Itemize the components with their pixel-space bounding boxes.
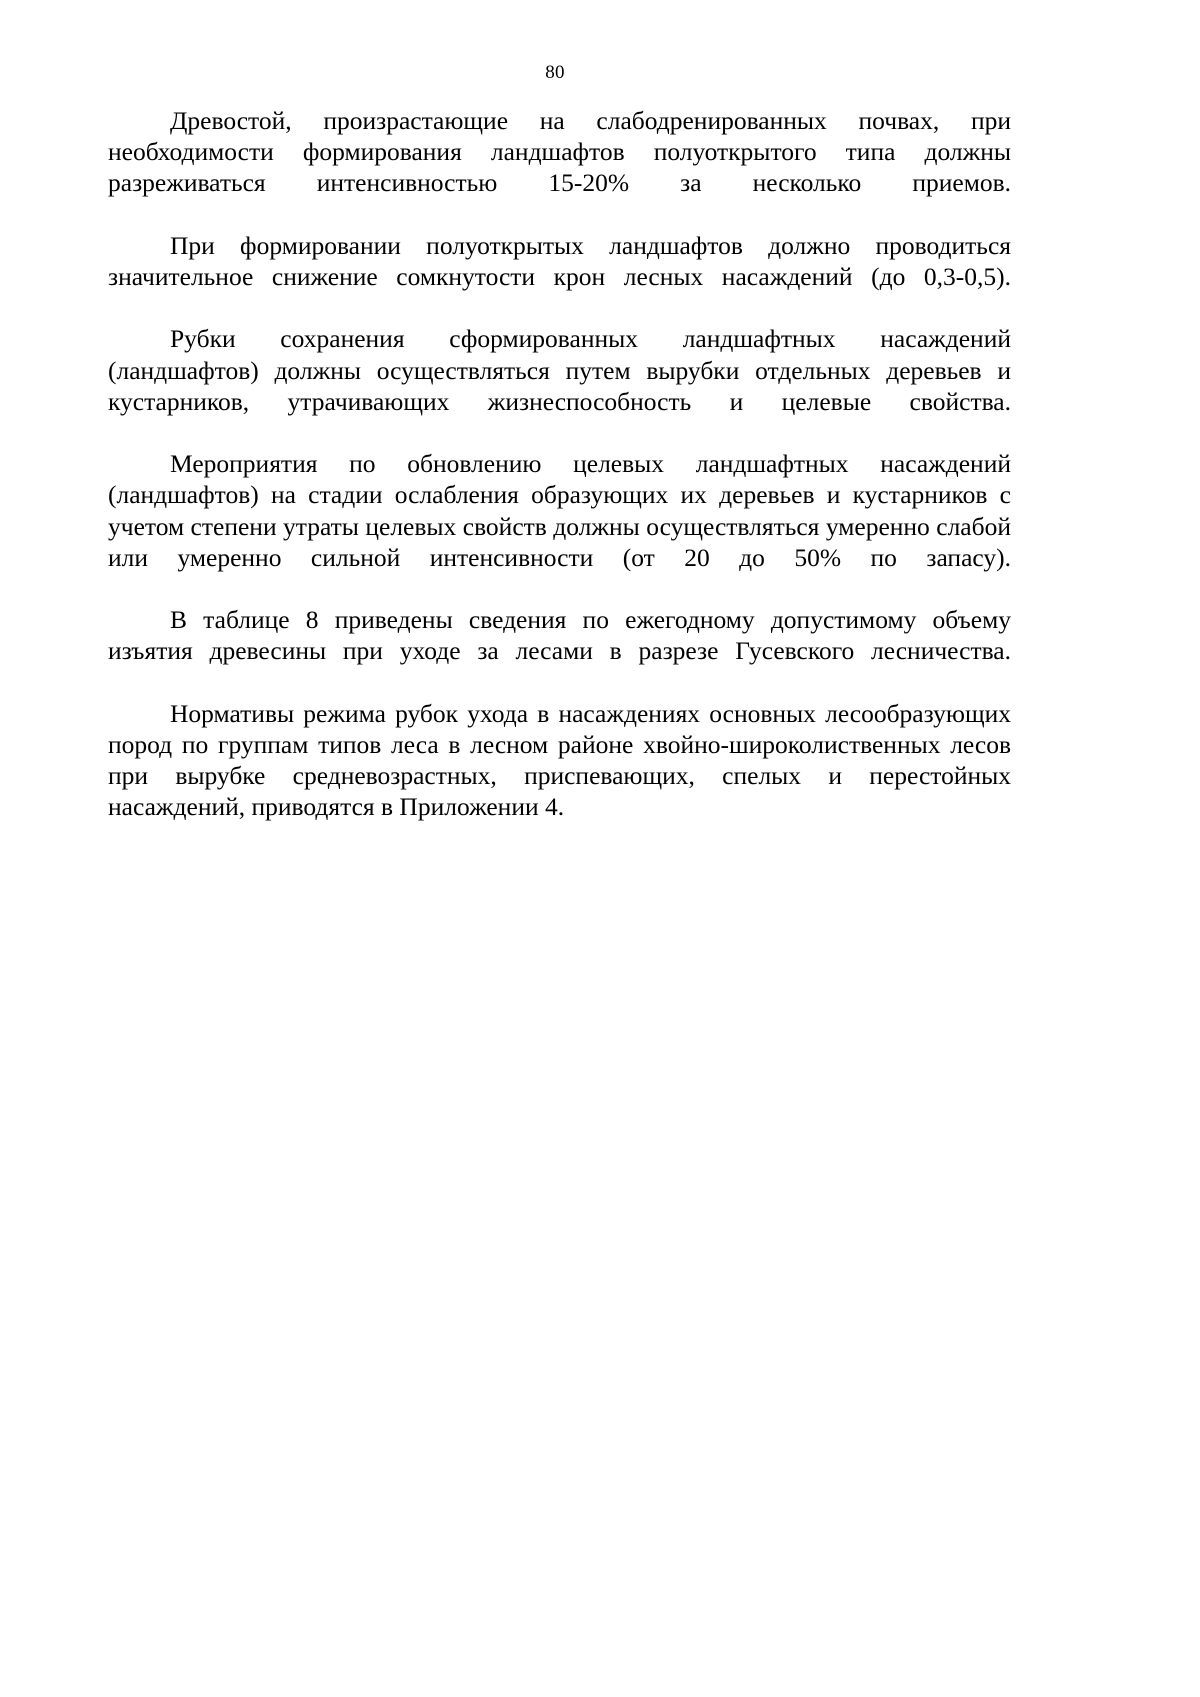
- paragraph-3: Рубки сохранения сформированных ландшафтных насаждений (ландшафтов) должны осуществляться путем вырубки отдельных деревьев и кустарников, утрачивающих жизнеспособность и целевые свойства.: [108, 324, 1011, 416]
- paragraph-2: При формировании полуоткрытых ландшафтов должно проводиться значительное снижение сомкнутости крон лесных насаждений (до 0,3-0,5).: [108, 230, 1011, 292]
- paragraph-6: Нормативы режима рубок ухода в насаждениях основных лесообразующих пород по группам типов леса в лесном районе хвойно-широколиственных лесов при вырубке средневозрастных, приспевающих, спелых и перестойных насаждений, приводятся в Приложении 4.: [108, 698, 1011, 822]
- body-text-block: [108, 105, 1011, 823]
- paragraph-1: Древостой, произрастающие на слабодренированных почвах, при необходимости формирования ландшафтов полуоткрытого типа должны разреживаться интенсивностью 15-20% за несколько приемов.: [108, 106, 1011, 198]
- page-number: 80: [545, 62, 565, 83]
- paragraph-5: В таблице 8 приведены сведения по ежегодному допустимому объему изъятия древесины при уходе за лесами в разрезе Гусевского лесничества.: [108, 605, 1011, 666]
- paragraph-4: Мероприятия по обновлению целевых ландшафтных насаждений (ландшафтов) на стадии ослабления образующих их деревьев и кустарников с учетом степени утраты целевых свойств должны осуществляться умеренно слабой или умеренно сильной интенсивности (от 20 до 50% по запасу).: [108, 449, 1011, 572]
